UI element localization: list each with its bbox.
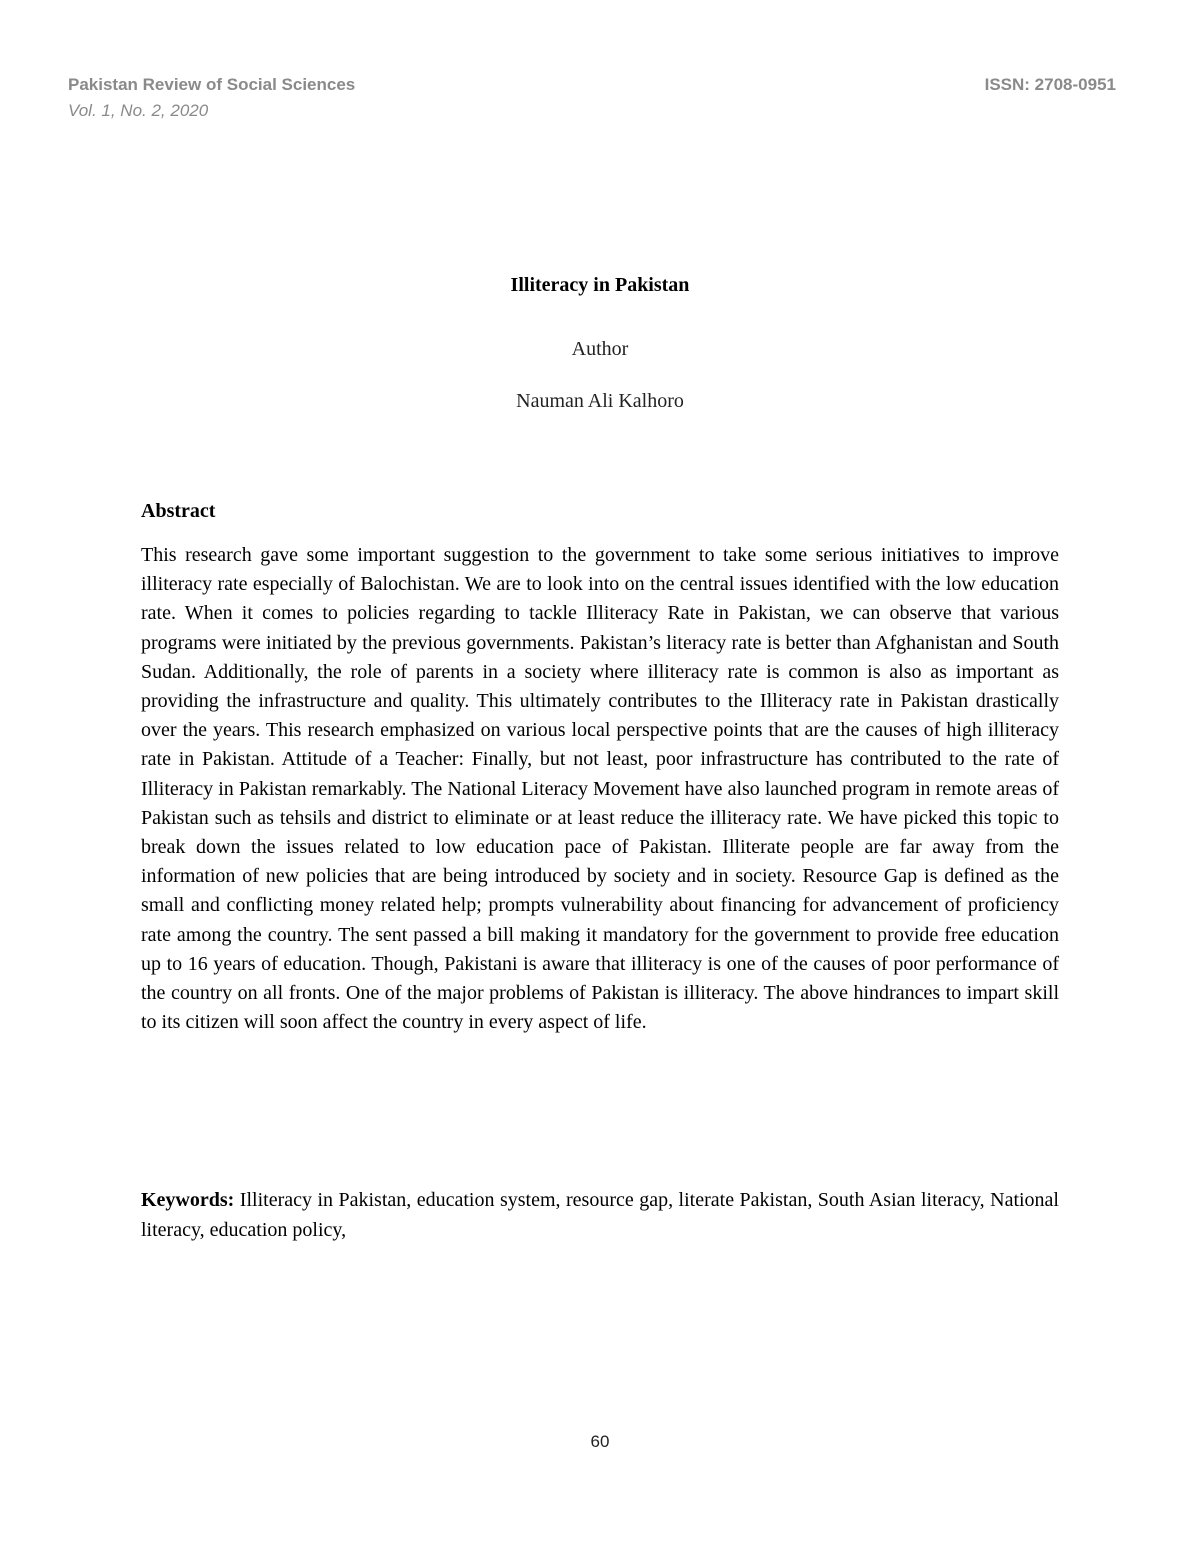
abstract-section <box>141 497 1059 1037</box>
issn: ISSN: 2708-0951 <box>984 75 1116 94</box>
author-label: Author <box>571 338 629 360</box>
keywords-section <box>141 1186 1059 1245</box>
paper-title: Illiteracy in Pakistan <box>510 274 690 296</box>
volume-issue: Vol. 1, No. 2, 2020 <box>68 101 209 120</box>
running-header <box>68 72 1116 124</box>
abstract-body: This research gave some important suggestion to the government to take some serious initiatives to improve illiteracy rate especially of Balochistan. We are to look into on the central issues identified with the low education rate. When it comes to policies regarding to tackle Illiteracy Rate in Pakistan, we can observe that various programs were initiated by the previous governments. Pakistan’s literacy rate is better than Afghanistan and South Sudan. Additionally, the role of parents in a society where illiteracy rate is common is also as important as providing the infrastructure and quality. This ultimately contributes to the Illiteracy rate in Pakistan drastically over the years. This research emphasized on various local perspective points that are the causes of high illiteracy rate in Pakistan. Attitude of a Teacher: Finally, but not least, poor infrastructure has contributed to the rate of Illiteracy in Pakistan remarkably. The National Literacy Movement have also launched program in remote areas of Pakistan such as tehsils and district to eliminate or at least reduce the illiteracy rate. We have picked this topic to break down the issues related to low education pace of Pakistan. Illiterate people are far away from the information of new policies that are being introduced by society and in society. Resource Gap is defined as the small and conflicting money related help; prompts vulnerability about financing for advancement of proficiency rate among the country. The sent passed a bill making it mandatory for the government to provide free education up to 16 years of education. Though, Pakistani is aware that illiteracy is one of the causes of poor performance of the country on all fronts. One of the major problems of Pakistan is illiteracy. The above hindrances to impart skill to its citizen will soon affect the country in every aspect of life. <box>141 544 1059 1034</box>
page-number: 60 <box>590 1432 610 1451</box>
journal-name: Pakistan Review of Social Sciences <box>68 75 356 94</box>
title-block <box>0 272 1200 414</box>
keywords-text: Illiteracy in Pakistan, education system, resource gap, literate Pakistan, South Asian literacy, National literacy, education policy, <box>141 1189 1059 1241</box>
keywords-label: Keywords: <box>141 1189 235 1211</box>
author-name: Nauman Ali Kalhoro <box>516 390 684 412</box>
header-row <box>68 72 1116 98</box>
abstract-heading: Abstract <box>141 500 216 522</box>
